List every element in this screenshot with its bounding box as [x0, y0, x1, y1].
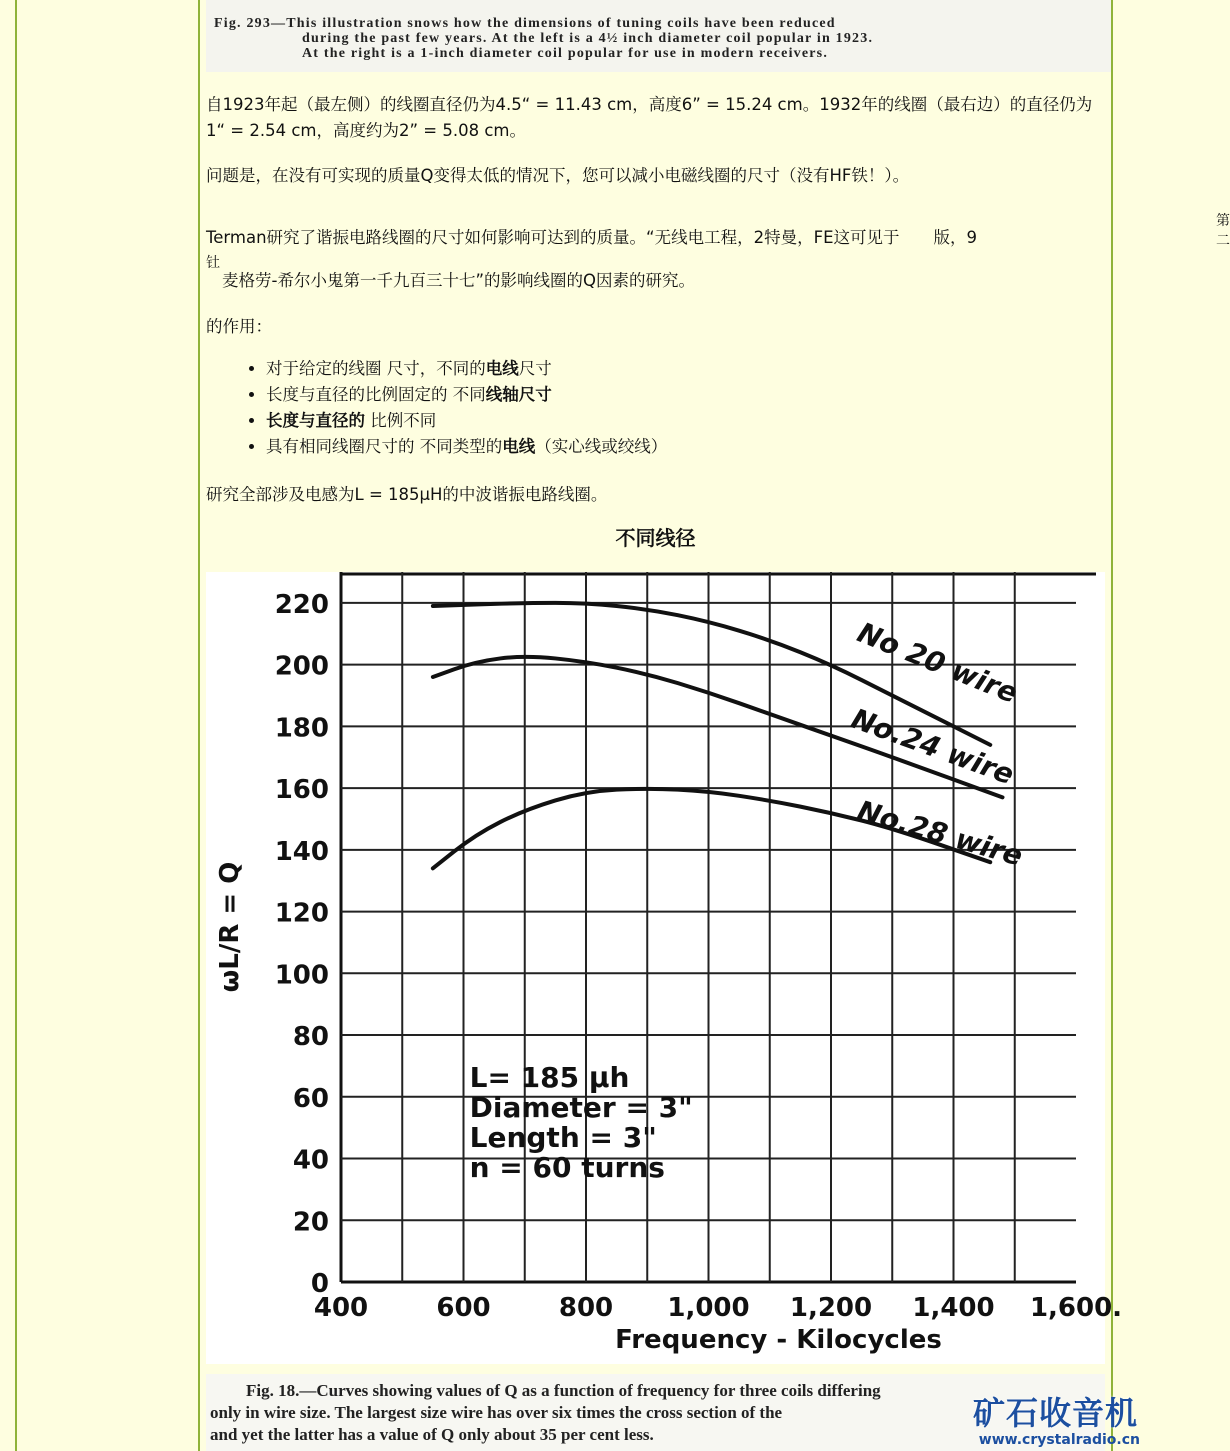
y-tick-label: 20 — [292, 1207, 329, 1238]
figure-293-caption — [206, 0, 1111, 72]
terman-text: Terman研究了谐振电路线圈的尺寸如何影响可达到的质量。“无线电工程，2特曼，FE这可见于 — [206, 228, 900, 247]
caption-line: Fig. 293—This illustration snows how the dimensions of tuning coils have been reduced — [214, 16, 836, 31]
list-item: • 长度与直径的 比例不同 — [266, 408, 667, 434]
logo-text: 矿石收音机 — [972, 1394, 1138, 1432]
x-tick-label: 1,000 — [667, 1293, 750, 1323]
x-tick-label: 800 — [558, 1293, 614, 1323]
y-tick-label: 160 — [274, 775, 329, 806]
superscript-small: 钍 — [206, 255, 220, 271]
left-column — [0, 0, 200, 1451]
paragraph-effects: 的作用： — [206, 317, 272, 336]
y-tick-label: 80 — [292, 1022, 329, 1053]
figure-18-caption — [206, 1374, 1105, 1451]
x-tick-label: 600 — [436, 1293, 491, 1323]
paragraph-coil-dimensions: 自1923年起（最左侧）的线圈直径仍为4.5“ = 11.43 cm，高度6” = 15.24 cm。1932年的线圈（最右边）的直径仍为1“ = 2.54 cm，高度约为2” = 5.08 cm。 — [206, 95, 1093, 140]
caption-line: only in wire size. The largest size wire has over six times the cross section of the — [210, 1403, 783, 1422]
x-tick-label: 1,200 — [789, 1293, 873, 1323]
paragraph-problem: 问题是，在没有可实现的质量Q变得太低的情况下，您可以减小电磁线圈的尺寸（没有HF铁！）。 — [206, 166, 910, 185]
annotation-line: Diameter = 3" — [469, 1090, 693, 1124]
caption-line: and yet the latter has a value of Q only about 35 per cent less. — [210, 1425, 654, 1444]
y-tick-label: 180 — [274, 713, 329, 744]
y-tick-label: 220 — [274, 589, 329, 620]
section-heading: 不同线径 — [615, 526, 696, 550]
superscript-edition: 第二 — [1216, 213, 1230, 249]
y-tick-label: 140 — [274, 836, 329, 867]
series-label: No.28 wire — [853, 793, 1027, 873]
paragraph-terman — [206, 225, 1101, 251]
logo-url: www.crystalradio.cn — [978, 1432, 1140, 1448]
feature-list — [246, 356, 667, 460]
x-tick-label: 1,600. — [1029, 1293, 1123, 1323]
y-tick-label: 100 — [274, 960, 329, 991]
y-axis-label: ωL/R = Q — [215, 861, 245, 993]
annotation-line: n = 60 turns — [469, 1150, 665, 1184]
paragraph-terman-line2: 麦格劳-希尔小鬼第一千九百三十七”的影响线圈的Q因素的研究。 — [222, 271, 695, 290]
y-tick-label: 200 — [274, 651, 329, 682]
list-item: • 具有相同线圈尺寸的 不同类型的电线（实心线或绞线） — [266, 434, 667, 460]
left-border-line — [15, 0, 17, 1451]
x-tick-label: 400 — [313, 1293, 369, 1323]
caption-line: At the right is a 1-inch diameter coil popular for use in modern receivers. — [302, 46, 829, 61]
x-tick-label: 1,400 — [912, 1293, 995, 1323]
y-tick-label: 120 — [274, 898, 329, 929]
q-vs-frequency-chart — [206, 572, 1123, 1364]
y-tick-label: 0 — [310, 1269, 329, 1299]
terman-text-after: 版，9 — [933, 228, 978, 247]
x-axis-label: Frequency - Kilocycles — [615, 1325, 942, 1355]
series-label: No 20 wire — [852, 615, 1023, 710]
paragraph-study: 研究全部涉及电感为L = 185μH的中波谐振电路线圈。 — [206, 485, 608, 504]
caption-line: Fig. 18.—Curves showing values of Q as a function of frequency for three coils differing — [246, 1381, 881, 1400]
caption-line: during the past few years. At the left is a 4½ inch diameter coil popular in 1923. — [302, 31, 874, 46]
site-watermark-logo — [972, 1388, 1142, 1451]
series-label: No.24 wire — [846, 701, 1019, 792]
right-border-line — [1111, 0, 1113, 1451]
article-content — [200, 0, 1230, 1451]
y-tick-label: 60 — [292, 1083, 329, 1114]
list-item: • 对于给定的线圈 尺寸，不同的电线尺寸 — [266, 356, 667, 382]
y-tick-label: 40 — [292, 1145, 329, 1176]
annotation-line: Length = 3" — [469, 1120, 657, 1154]
chart-svg — [206, 572, 1123, 1364]
list-item: • 长度与直径的比例固定的 不同线轴尺寸 — [266, 382, 667, 408]
annotation-line: L= 185 μh — [469, 1060, 630, 1094]
